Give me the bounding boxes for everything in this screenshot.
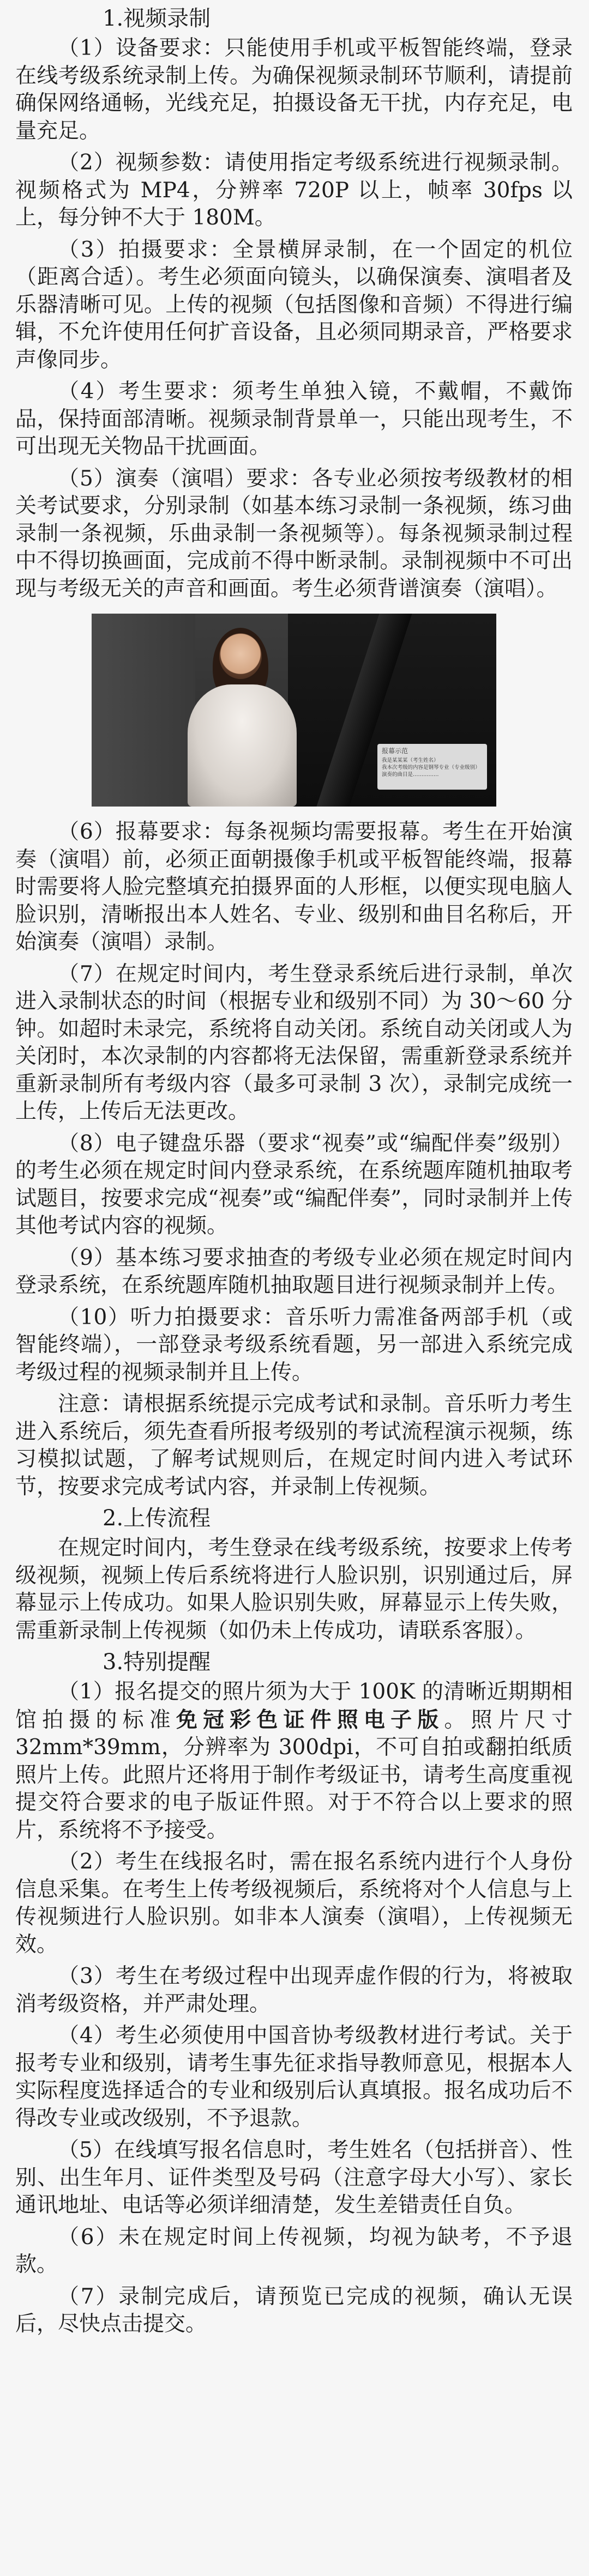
paragraph-photo-requirements <box>15 1678 573 1844</box>
photo-backdrop <box>92 614 195 807</box>
section-heading-special-reminders: 3.特别提醒 <box>103 1650 211 1675</box>
paragraph-missing-upload: （6）未在规定时间上传视频，均视为缺考，不予退款。 <box>15 2225 573 2277</box>
announcement-caption-box <box>377 744 487 790</box>
paragraph-upload-process: 在规定时间内，考生登录在线考级系统，按要求上传考级视频，视频上传后系统将进行人脸识别，识别通过后，屏幕显示上传成功。如果人脸识别失败，屏幕显示上传失败，需重新录制上传视频（如仍未上传成功，请联系客服）。 <box>15 1536 573 1643</box>
paragraph-listening-requirements: （10）听力拍摄要求：音乐听力需准备两部手机（或智能终端），一部登录考级系统看题，另一部进入系统完成考级过程的视频录制并且上传。 <box>15 1305 573 1385</box>
section-heading-video-recording: 1.视频录制 <box>103 6 211 31</box>
paragraph-note: 注意：请根据系统提示完成考试和录制。音乐听力考生进入系统后，须先查看所报考级别的考试流程演示视频，练习模拟试题，了解考试规则后，在规定时间内进入考试环节，按要求完成考试内容，并录制上传视频。 <box>15 1392 573 1499</box>
paragraph-candidate-requirements: （4）考生要求：须考生单独入镜，不戴帽，不戴饰品，保持面部清晰。视频录制背景单一，只能出现考生，不可出现无关物品干扰画面。 <box>15 379 573 459</box>
paragraph-performance-requirements: （5）演奏（演唱）要求：各专业必须按考级教材的相关考试要求，分别录制（如基本练习录制一条视频，练习曲录制一条视频，乐曲录制一条视频等）。每条视频录制过程中不得切换画面，完成前不得中断录制。录制视频中不可出现与考级无关的声音和画面。考生必须背谱演奏（演唱）。 <box>15 466 573 601</box>
caption-title: 报幕示范 <box>382 747 408 755</box>
paragraph-device-requirements: （1）设备要求：只能使用手机或平板智能终端，登录在线考级系统录制上传。为确保视频录制环节顺利，请提前确保网络通畅，光线充足，拍摄设备无干扰，内存充足，电量充足。 <box>15 36 573 143</box>
paragraph-electronic-keyboard: （8）电子键盘乐器（要求“视奏”或“编配伴奏”级别）的考生必须在规定时间内登录系统，在系统题库随机抽取考试题目，按要求完成“视奏”或“编配伴奏”，同时录制并上传其他考试内容的视频。 <box>15 1131 573 1238</box>
paragraph-preview-submit: （7）录制完成后，请预览已完成的视频，确认无误后，尽快点击提交。 <box>15 2284 573 2336</box>
paragraph-identity-collection: （2）考生在线报名时，需在报名系统内进行个人身份信息采集。在考生上传考级视频后，系统将对个人信息与上传视频进行人脸识别。如非本人演奏（演唱），上传视频无效。 <box>15 1850 573 1957</box>
caption-line: 我本次考级的内容是钢琴专业（专业级别） <box>382 765 480 771</box>
performer-dress <box>188 684 297 807</box>
paragraph-registration-info: （5）在线填写报名信息时，考生姓名（包括拼音）、性别、出生年月、证件类型及号码（注意字母大小写）、家长通讯地址、电话等必须详细清楚，发生差错责任自负。 <box>15 2138 573 2217</box>
paragraph-recording-time-limit: （7）在规定时间内，考生登录系统后进行录制，单次进入录制状态的时间（根据专业和级别不同）为 30～60 分钟。如超时未录完，系统将自动关闭。系统自动关闭或人为关闭时，本次录制的内容都将无法保留，需重新登录系统并重新录制所有考级内容（最多可录制 3 次），录制完成统一上传，上传后无法更改。 <box>15 961 573 1124</box>
photo-req-text-after: 。照片尺寸 32mm*39mm，分辨率为 300dpi，不可自拍或翻拍纸质照片上传。此照片还将用于制作考级证书，请考生高度重视提交符合要求的电子版证件照。对于不符合以上要求的照片，系统将不予接受。 <box>15 1707 573 1842</box>
photo-req-bold-text: 免冠彩色证件照电子版 <box>176 1707 444 1732</box>
paragraph-announcement-requirements: （6）报幕要求：每条视频均需要报幕。考生在开始演奏（演唱）前，必须正面朝摄像手机或平板智能终端，报幕时需要将人脸完整填充拍摄界面的人形框，以便实现电脑人脸识别，清晰报出本人姓名、专业、级别和曲目名称后，开始演奏（演唱）录制。 <box>15 820 573 954</box>
paragraph-fraud-warning: （3）考生在考级过程中出现弄虚作假的行为，将被取消考级资格，并严肃处理。 <box>15 1964 573 2016</box>
paragraph-basic-practice: （9）基本练习要求抽查的考级专业必须在规定时间内登录系统，在系统题库随机抽取题目进行视频录制并上传。 <box>15 1245 573 1298</box>
photo-req-text-before: （1）报名提交的照片须为大于 100K 的清晰近期期相馆拍摄的标准 <box>15 1680 573 1732</box>
paragraph-video-parameters: （2）视频参数：请使用指定考级系统进行视频录制。视频格式为 MP4，分辨率 720P 以上，帧率 30fps 以上，每分钟不大于 180M。 <box>15 150 573 230</box>
paragraph-textbook-requirement: （4）考生必须使用中国音协考级教材进行考试。关于报考专业和级别，请考生事先征求指导教师意见，根据本人实际程度选择适合的专业和级别后认真填报。报名成功后不得改专业或改级别，不予退款。 <box>15 2023 573 2131</box>
caption-line: 演奏的曲目是…………… <box>382 772 439 778</box>
section-heading-upload-process: 2.上传流程 <box>103 1506 211 1531</box>
announcement-demo-photo <box>92 614 496 807</box>
caption-line: 我是某某某（考生姓名） <box>382 757 439 763</box>
performer-head <box>219 633 262 679</box>
paragraph-shooting-requirements: （3）拍摄要求：全景横屏录制，在一个固定的机位（距离合适）。考生必须面向镜头，以确保演奏、演唱者及乐器清晰可见。上传的视频（包括图像和音频）不得进行编辑，不允许使用任何扩音设备，且必须同期录音，严格要求声像同步。 <box>15 237 573 372</box>
